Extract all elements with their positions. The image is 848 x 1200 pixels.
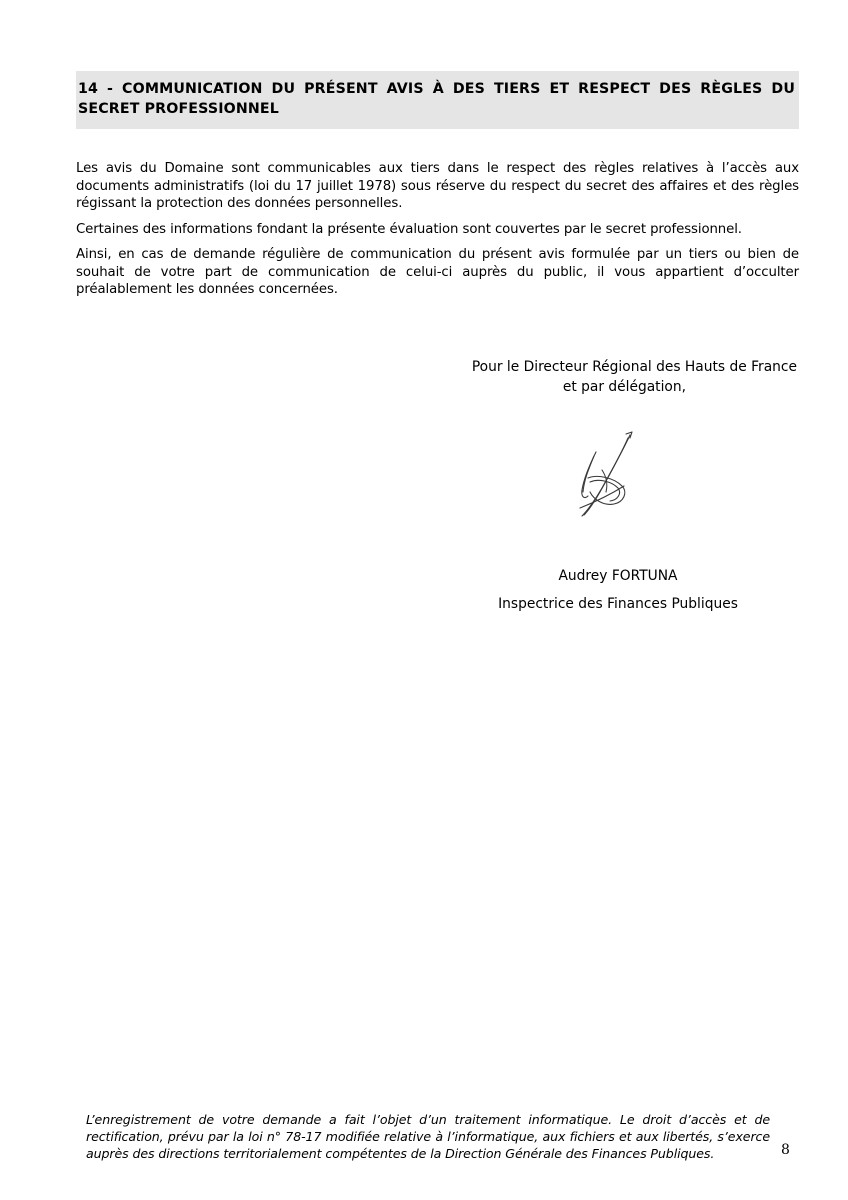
signer-title: Inspectrice des Finances Publiques (498, 596, 738, 612)
paragraph-professional-secret: Certaines des informations fondant la présente évaluation sont couvertes par le secret professionnel. (76, 221, 742, 237)
body-text (76, 160, 799, 307)
footer-legal-note: L’enregistrement de votre demande a fait l’objet d’un traitement informatique. Le droit d’accès et de rectification, prévu par la loi n° 78-17 modifiée relative à l’informatique, aux fichiers et aux libertés, s’exerce auprès des directions territorialement compétentes de la Direction Générale des Finances Publiques. (86, 1112, 770, 1161)
paragraph-occultation: Ainsi, en cas de demande régulière de communication du présent avis formulée par un tiers ou bien de souhait de votre part de communication de celui-ci auprès du public, il vous appartient d’occulter préalablement les données concernées. (76, 247, 799, 297)
signature-authority: Pour le Directeur Régional des Hauts de France (471, 359, 797, 375)
page-number: 8 (781, 1142, 790, 1158)
signature-block (420, 357, 797, 397)
signature-delegation: et par délégation, (562, 379, 686, 395)
signer-name: Audrey FORTUNA (558, 568, 678, 584)
section-header (76, 71, 799, 129)
paragraph-communicability: Les avis du Domaine sont communicables aux tiers dans le respect des règles relatives à l’accès aux documents administratifs (loi du 17 juillet 1978) sous réserve du respect du secret des affaires et des règles régissant la protection des données personnelles. (76, 161, 799, 211)
handwritten-signature (572, 430, 638, 522)
section-title: 14 - COMMUNICATION DU PRÉSENT AVIS À DES TIERS ET RESPECT DES RÈGLES DU SECRET PROFESSIONNEL (78, 81, 795, 117)
